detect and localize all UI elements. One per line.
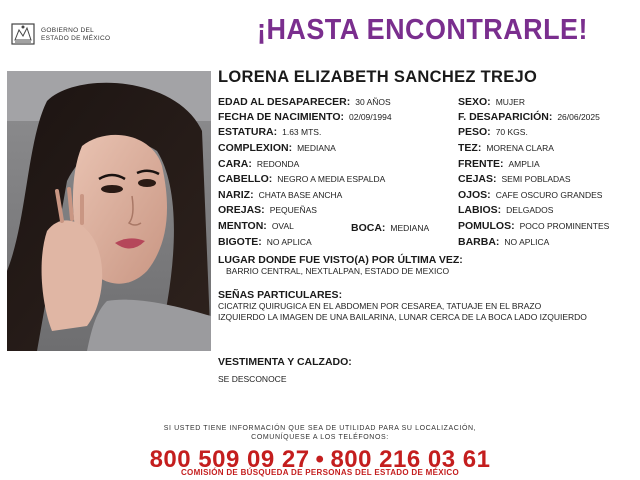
phone-number-1[interactable]: 800 509 09 27 xyxy=(149,446,310,473)
field-label: FRENTE: xyxy=(458,158,504,170)
field-label: FECHA DE NACIMIENTO: xyxy=(218,111,344,123)
headline: ¡HASTA ENCONTRARLE! xyxy=(257,14,588,46)
field-value: NO APLICA xyxy=(504,237,550,247)
field-label: F. DESAPARICIÓN: xyxy=(458,111,553,123)
info-line-2: COMUNÍQUESE A LOS TELÉFONOS: xyxy=(251,434,389,441)
field-value: MORENA CLARA xyxy=(486,143,554,153)
field-fecha-desaparicion xyxy=(458,111,600,123)
field-value: DELGADOS xyxy=(506,205,554,215)
field-cara xyxy=(218,158,299,170)
field-label: OREJAS: xyxy=(218,204,265,216)
field-boca xyxy=(351,222,429,234)
field-value: SEMI POBLADAS xyxy=(501,174,571,184)
last-seen-value: BARRIO CENTRAL, NEXTLALPAN, ESTADO DE MEXICO xyxy=(226,266,450,276)
field-label: CABELLO: xyxy=(218,173,273,185)
marks-title: SEÑAS PARTICULARES: xyxy=(218,289,343,301)
person-photo xyxy=(7,71,211,351)
field-label: BIGOTE: xyxy=(218,236,262,248)
field-peso xyxy=(458,126,528,138)
field-value: PEQUEÑAS xyxy=(269,205,317,215)
portrait-image xyxy=(7,71,211,351)
field-value: MUJER xyxy=(495,97,525,107)
field-pomulos xyxy=(458,220,609,232)
phone-number-2[interactable]: 800 216 03 61 xyxy=(330,446,491,473)
field-frente xyxy=(458,158,540,170)
field-label: OJOS: xyxy=(458,189,491,201)
field-fecha-nacimiento xyxy=(218,111,392,123)
field-label: MENTON: xyxy=(218,220,267,232)
field-bigote xyxy=(218,236,312,248)
field-label: COMPLEXION: xyxy=(218,142,293,154)
field-cabello xyxy=(218,173,385,185)
field-label: NARIZ: xyxy=(218,189,254,201)
field-edad xyxy=(218,96,391,108)
field-value: 30 AÑOS xyxy=(355,97,391,107)
field-tez xyxy=(458,142,554,154)
field-label: PESO: xyxy=(458,126,491,138)
field-estatura xyxy=(218,126,321,138)
field-value: NEGRO A MEDIA ESPALDA xyxy=(277,174,386,184)
state-emblem-icon xyxy=(10,22,36,46)
field-label: BARBA: xyxy=(458,236,500,248)
field-labios xyxy=(458,204,553,216)
field-value: 26/06/2025 xyxy=(557,112,600,122)
field-value: MEDIANA xyxy=(297,143,336,153)
field-value: MEDIANA xyxy=(390,223,430,233)
field-ojos xyxy=(458,189,602,201)
field-value: 1.63 MTS. xyxy=(282,127,322,137)
field-value: REDONDA xyxy=(256,159,300,169)
field-cejas xyxy=(458,173,570,185)
field-label: CEJAS: xyxy=(458,173,497,185)
logo-line-1: GOBIERNO DEL xyxy=(41,27,95,34)
field-value: 02/09/1994 xyxy=(349,112,392,122)
phone-separator: • xyxy=(315,446,325,473)
field-value: NO APLICA xyxy=(266,237,312,247)
marks-value: CICATRIZ QUIRUGICA EN EL ABDOMEN POR CESAREA, TATUAJE EN EL BRAZO IZQUIERDO LA IMAGEN DE UNA BAILARINA, LUNAR CERCA DE LA BOCA LADO IZQUIERDO xyxy=(218,301,587,322)
logo-line-2: ESTADO DE MÉXICO xyxy=(41,35,111,42)
field-orejas xyxy=(218,204,317,216)
person-name: LORENA ELIZABETH SANCHEZ TREJO xyxy=(218,68,538,86)
field-label: BOCA: xyxy=(351,222,386,234)
clothing-title: VESTIMENTA Y CALZADO: xyxy=(218,356,352,368)
last-seen-title: LUGAR DONDE FUE VISTO(A) POR ÚLTIMA VEZ: xyxy=(218,254,463,266)
field-label: TEZ: xyxy=(458,142,482,154)
commission-name: COMISIÓN DE BÚSQUEDA DE PERSONAS DEL ESTADO DE MÉXICO xyxy=(180,468,459,477)
field-barba xyxy=(458,236,549,248)
field-sexo xyxy=(458,96,525,108)
field-value: CHATA BASE ANCHA xyxy=(258,190,343,200)
field-label: LABIOS: xyxy=(458,204,502,216)
field-value: CAFE OSCURO GRANDES xyxy=(495,190,603,200)
field-nariz xyxy=(218,189,342,201)
field-value: OVAL xyxy=(271,221,294,231)
field-label: ESTATURA: xyxy=(218,126,278,138)
field-value: POCO PROMINENTES xyxy=(519,221,610,231)
field-value: AMPLIA xyxy=(508,159,540,169)
clothing-value: SE DESCONOCE xyxy=(218,374,287,384)
field-menton xyxy=(218,220,294,232)
field-complexion xyxy=(218,142,336,154)
field-label: CARA: xyxy=(218,158,252,170)
field-value: 70 KGS. xyxy=(495,127,528,137)
field-label: POMULOS: xyxy=(458,220,515,232)
field-label: SEXO: xyxy=(458,96,491,108)
government-logo xyxy=(10,22,120,48)
info-line-1: SI USTED TIENE INFORMACIÓN QUE SEA DE UTILIDAD PARA SU LOCALIZACIÓN, xyxy=(163,425,477,432)
field-label: EDAD AL DESAPARECER: xyxy=(218,96,351,108)
